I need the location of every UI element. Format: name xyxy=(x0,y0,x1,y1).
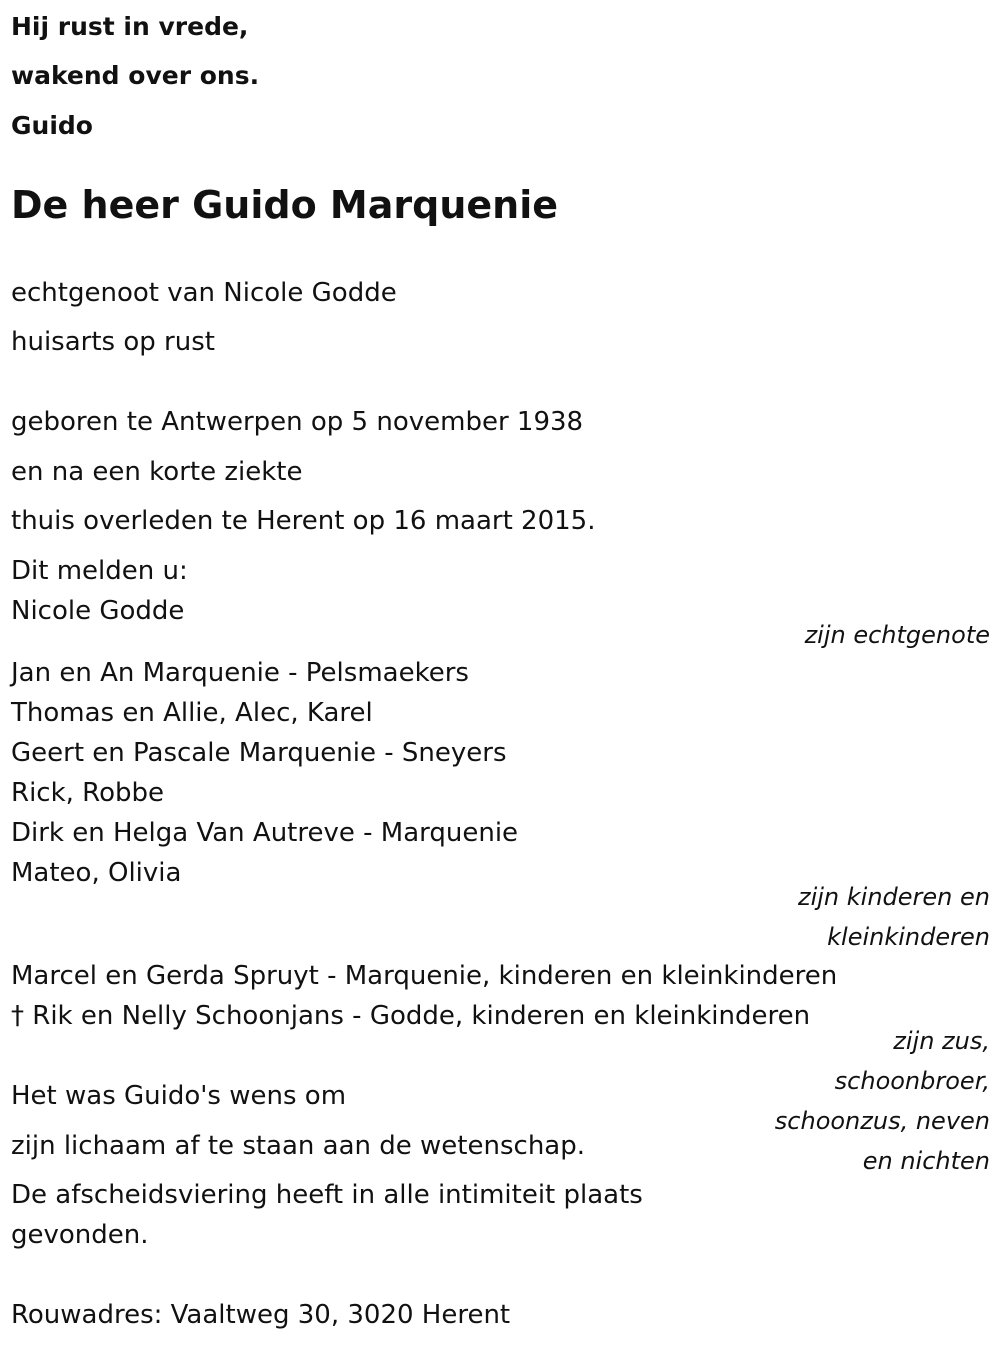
spouse-line: echtgenoot van Nicole Godde xyxy=(11,278,397,308)
sibling-line-2-text: Rik en Nelly Schoonjans - Godde, kinderen en kleinkinderen xyxy=(32,1001,811,1031)
relation-line: schoonbroer, xyxy=(834,1067,990,1095)
sibling-line-1: Marcel en Gerda Spruyt - Marquenie, kinderen en kleinkinderen xyxy=(11,961,838,991)
children-line: Mateo, Olivia xyxy=(11,858,182,888)
children-line: Jan en An Marquenie - Pelsmaekers xyxy=(11,658,469,688)
spouse-name: Nicole Godde xyxy=(11,596,185,626)
children-line: Geert en Pascale Marquenie - Sneyers xyxy=(11,738,507,768)
motto-signature: Guido xyxy=(11,111,93,140)
motto-line-1: Hij rust in vrede, xyxy=(11,12,249,41)
relation-line: kleinkinderen xyxy=(827,923,990,951)
children-relation xyxy=(798,877,990,957)
illness-line: en na een korte ziekte xyxy=(11,457,303,487)
relation-line: schoonzus, neven xyxy=(774,1107,990,1135)
wish-line-3a: De afscheidsviering heeft in alle intimiteit plaats xyxy=(11,1180,643,1210)
motto-line-2: wakend over ons. xyxy=(11,61,260,90)
sibling-line-2 xyxy=(11,1003,810,1029)
wish-line-3b: gevonden. xyxy=(11,1220,149,1250)
mourning-address: Rouwadres: Vaaltweg 30, 3020 Herent xyxy=(11,1300,511,1330)
page-title: De heer Guido Marquenie xyxy=(11,183,558,227)
relation-line: en nichten xyxy=(862,1147,990,1175)
children-line: Dirk en Helga Van Autreve - Marquenie xyxy=(11,818,519,848)
wish-line-2: zijn lichaam af te staan aan de wetenschap. xyxy=(11,1131,585,1161)
cross-icon: † xyxy=(11,1001,24,1031)
relation-line: zijn zus, xyxy=(893,1027,990,1055)
death-line: thuis overleden te Herent op 16 maart 2015. xyxy=(11,506,596,536)
relation-line: zijn kinderen en xyxy=(798,883,990,911)
children-line: Rick, Robbe xyxy=(11,778,164,808)
profession-line: huisarts op rust xyxy=(11,327,215,357)
announcement-intro: Dit melden u: xyxy=(11,556,188,586)
siblings-relation xyxy=(775,1021,990,1181)
wish-line-1: Het was Guido's wens om xyxy=(11,1081,347,1111)
children-line: Thomas en Allie, Alec, Karel xyxy=(11,698,373,728)
spouse-relation: zijn echtgenote xyxy=(804,621,990,649)
birth-line: geboren te Antwerpen op 5 november 1938 xyxy=(11,407,584,437)
